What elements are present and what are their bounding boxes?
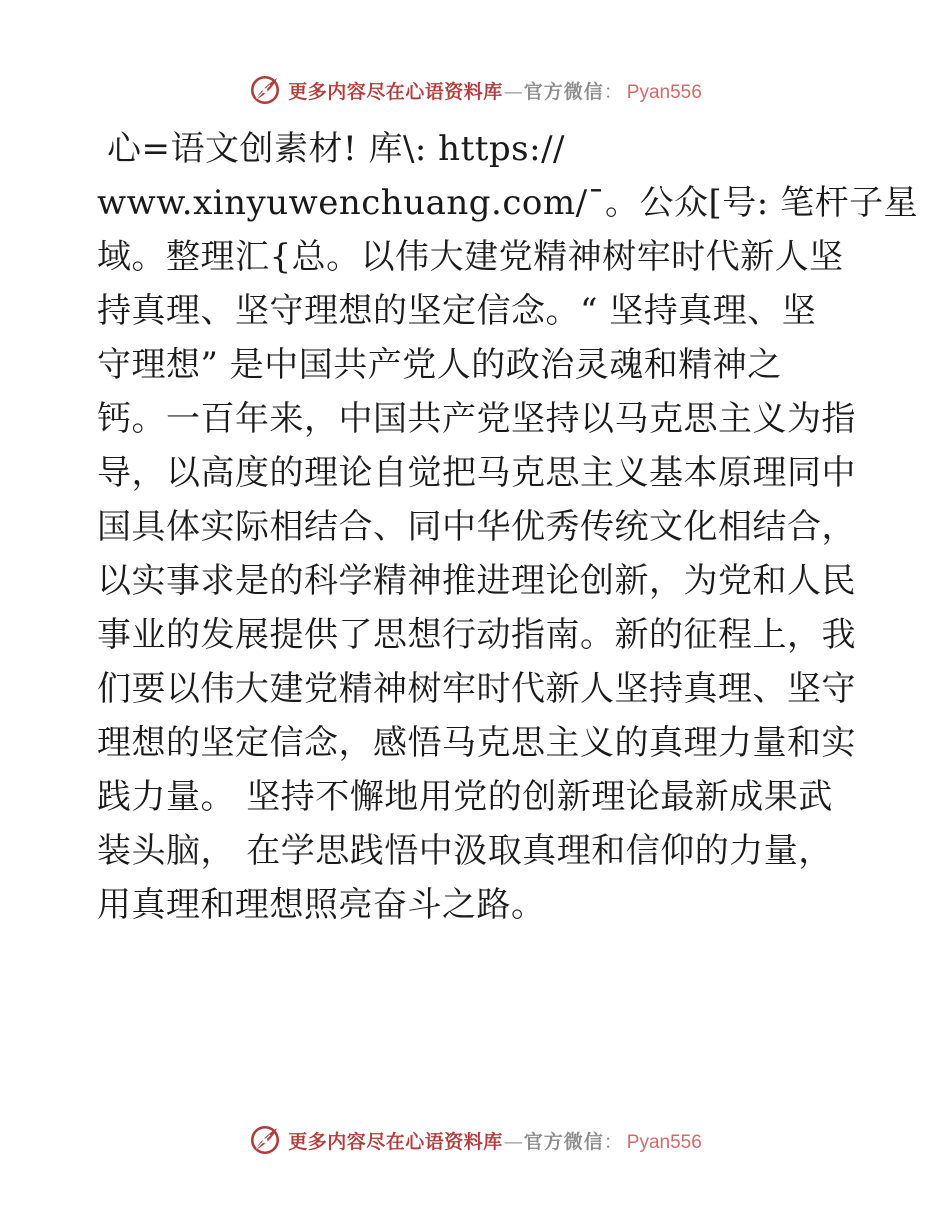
- banner-text: [288, 77, 702, 104]
- text-line: 域。整理汇{总。以伟大建党精神树牢时代新人坚: [97, 237, 844, 277]
- text-line: 国具体实际相结合、同中华优秀传统文化相结合，: [97, 507, 856, 547]
- banner-wechat-id: Pyan556: [626, 81, 702, 103]
- text-line: 理想的坚定信念，感悟马克思主义的真理力量和实: [97, 723, 856, 763]
- text-line: 们要以伟大建党精神树牢时代新人坚持真理、坚守: [97, 669, 856, 709]
- text-line: 心=语文创素材! 库\: https://: [107, 129, 565, 169]
- text-line: 守理想” 是中国共产党人的政治灵魂和精神之: [97, 345, 782, 385]
- text-line: 用真理和理想照亮奋斗之路。: [97, 885, 546, 925]
- text-line: 以实事求是的科学精神推进理论创新，为党和人民: [97, 561, 856, 601]
- text-line: 导，以高度的理论自觉把马克思主义基本原理同中: [97, 453, 856, 493]
- text-line: 装头脑， 在学思践悟中汲取真理和信仰的力量，: [97, 831, 833, 871]
- banner-dash: —: [503, 1130, 523, 1153]
- banner-main-text: 更多内容尽在心语资料库: [288, 1130, 503, 1153]
- text-line: 持真理、坚守理想的坚定信念。“ 坚持真理、坚: [97, 291, 817, 331]
- text-line: 钙。一百年来，中国共产党坚持以马克思主义为指: [97, 399, 856, 439]
- document-body: [97, 122, 919, 932]
- text-line: www.xinyuwenchuang.com/¯。公众[号: 笔杆子星: [97, 183, 919, 223]
- banner-separator: ：: [603, 80, 623, 103]
- quill-pen-logo-icon: [248, 73, 282, 107]
- text-line: 事业的发展提供了思想行动指南。新的征程上，我: [97, 615, 856, 655]
- banner-separator: ：: [603, 1130, 623, 1153]
- banner-main-text: 更多内容尽在心语资料库: [288, 80, 503, 103]
- header-banner: [0, 70, 950, 110]
- banner-wechat-id: Pyan556: [626, 1131, 702, 1153]
- text-line: 践力量。 坚持不懈地用党的创新理论最新成果武: [97, 777, 833, 817]
- quill-pen-logo-icon: [248, 1123, 282, 1157]
- banner-text: [288, 1127, 702, 1154]
- banner-official-label: 官方微信: [523, 80, 604, 103]
- banner-dash: —: [503, 80, 523, 103]
- footer-banner: [0, 1120, 950, 1160]
- banner-official-label: 官方微信: [523, 1130, 604, 1153]
